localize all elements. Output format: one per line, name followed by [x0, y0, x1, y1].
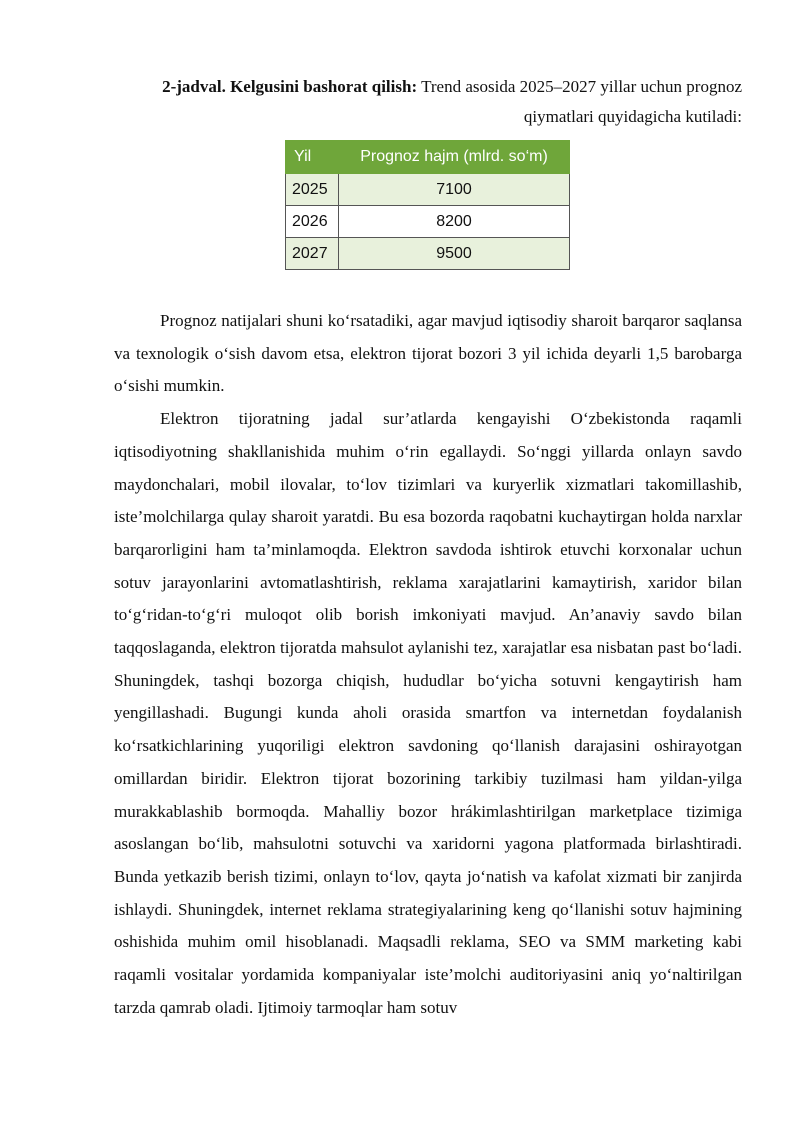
table-row: [286, 174, 570, 206]
header-forecast-volume: Prognoz hajm (mlrd. so‘m): [339, 141, 570, 174]
cell-value: 9500: [339, 238, 570, 270]
body-text: [114, 305, 742, 1024]
table-row: [286, 238, 570, 270]
cell-value: 8200: [339, 206, 570, 238]
table-header-row: [286, 141, 570, 174]
header-year: Yil: [286, 141, 339, 174]
forecast-table: [285, 140, 570, 270]
paragraph: Elektron tijoratning jadal sur’atlarda kengayishi O‘zbekistonda raqamli iqtisodiyotning shakllanishida muhim o‘rin egallaydi. So‘nggi yillarda onlayn savdo maydonchalari, mobil ilovalar, to‘lov tizimlari va kuryerlik xizmatlari takomillashib, iste’molchilarga qulay sharoit yaratdi. Bu esa bozorda raqobatni kuchaytirgan holda narxlar barqarorligini ham ta’minlamoqda. Elektron savdoda ishtirok etuvchi korxonalar uchun sotuv jarayonlarini avtomatlashtirish, reklama xarajatlarini kamaytirish, xaridor bilan to‘g‘ridan-to‘g‘ri muloqot olib borish imkoniyati mavjud. An’anaviy savdo bilan taqqoslaganda, elektron tijoratda mahsulot aylanishi tez, xarajatlar esa nisbatan past bo‘ladi. Shuningdek, tashqi bozorga chiqish, hududlar bo‘yicha sotuvni kengaytirish ham yengillashadi. Bugungi kunda aholi orasida smartfon va internetdan foydalanish ko‘rsatkichlarining yuqoriligi elektron savdoning qo‘llanish darajasini oshirayotgan omillardan biridir. Elektron tijorat bozorining tarkibiy tuzilmasi ham yildan-yilga murakkablashib bormoqda. Mahalliy bozor hrákimlashtirilgan marketplace tizimiga asoslangan bo‘lib, mahsulotni sotuvchi va xaridorni yagona platformada birlashtiradi. Bunda yetkazib berish tizimi, onlayn to‘lov, qayta jo‘natish va kafolat xizmati bir zanjirda ishlaydi. Shuningdek, internet reklama strategiyalarining keng qo‘llanishi sotuv hajmining oshishida muhim omil hisoblanadi. Maqsadli reklama, SEO va SMM marketing kabi raqamli vositalar yordamida kompaniyalar iste’molchi auditoriyasini aniq yo‘naltirilgan tarzda qamrab oladi. Ijtimoiy tarmoqlar ham sotuv: [114, 409, 742, 1017]
table-caption-text: Trend asosida 2025–2027 yillar uchun prognoz qiymatlari quyidagicha kutiladi:: [421, 77, 742, 126]
table-row: [286, 206, 570, 238]
table-caption: [114, 72, 742, 132]
table-caption-label: 2-jadval. Kelgusini bashorat qilish:: [162, 77, 418, 96]
cell-year: 2026: [286, 206, 339, 238]
cell-year: 2027: [286, 238, 339, 270]
paragraph: Prognoz natijalari shuni ko‘rsatadiki, agar mavjud iqtisodiy sharoit barqaror saqlansa va texnologik o‘sish davom etsa, elektron tijorat bozori 3 yil ichida deyarli 1,5 barobarga o‘sishi mumkin.: [114, 311, 742, 396]
cell-year: 2025: [286, 174, 339, 206]
cell-value: 7100: [339, 174, 570, 206]
